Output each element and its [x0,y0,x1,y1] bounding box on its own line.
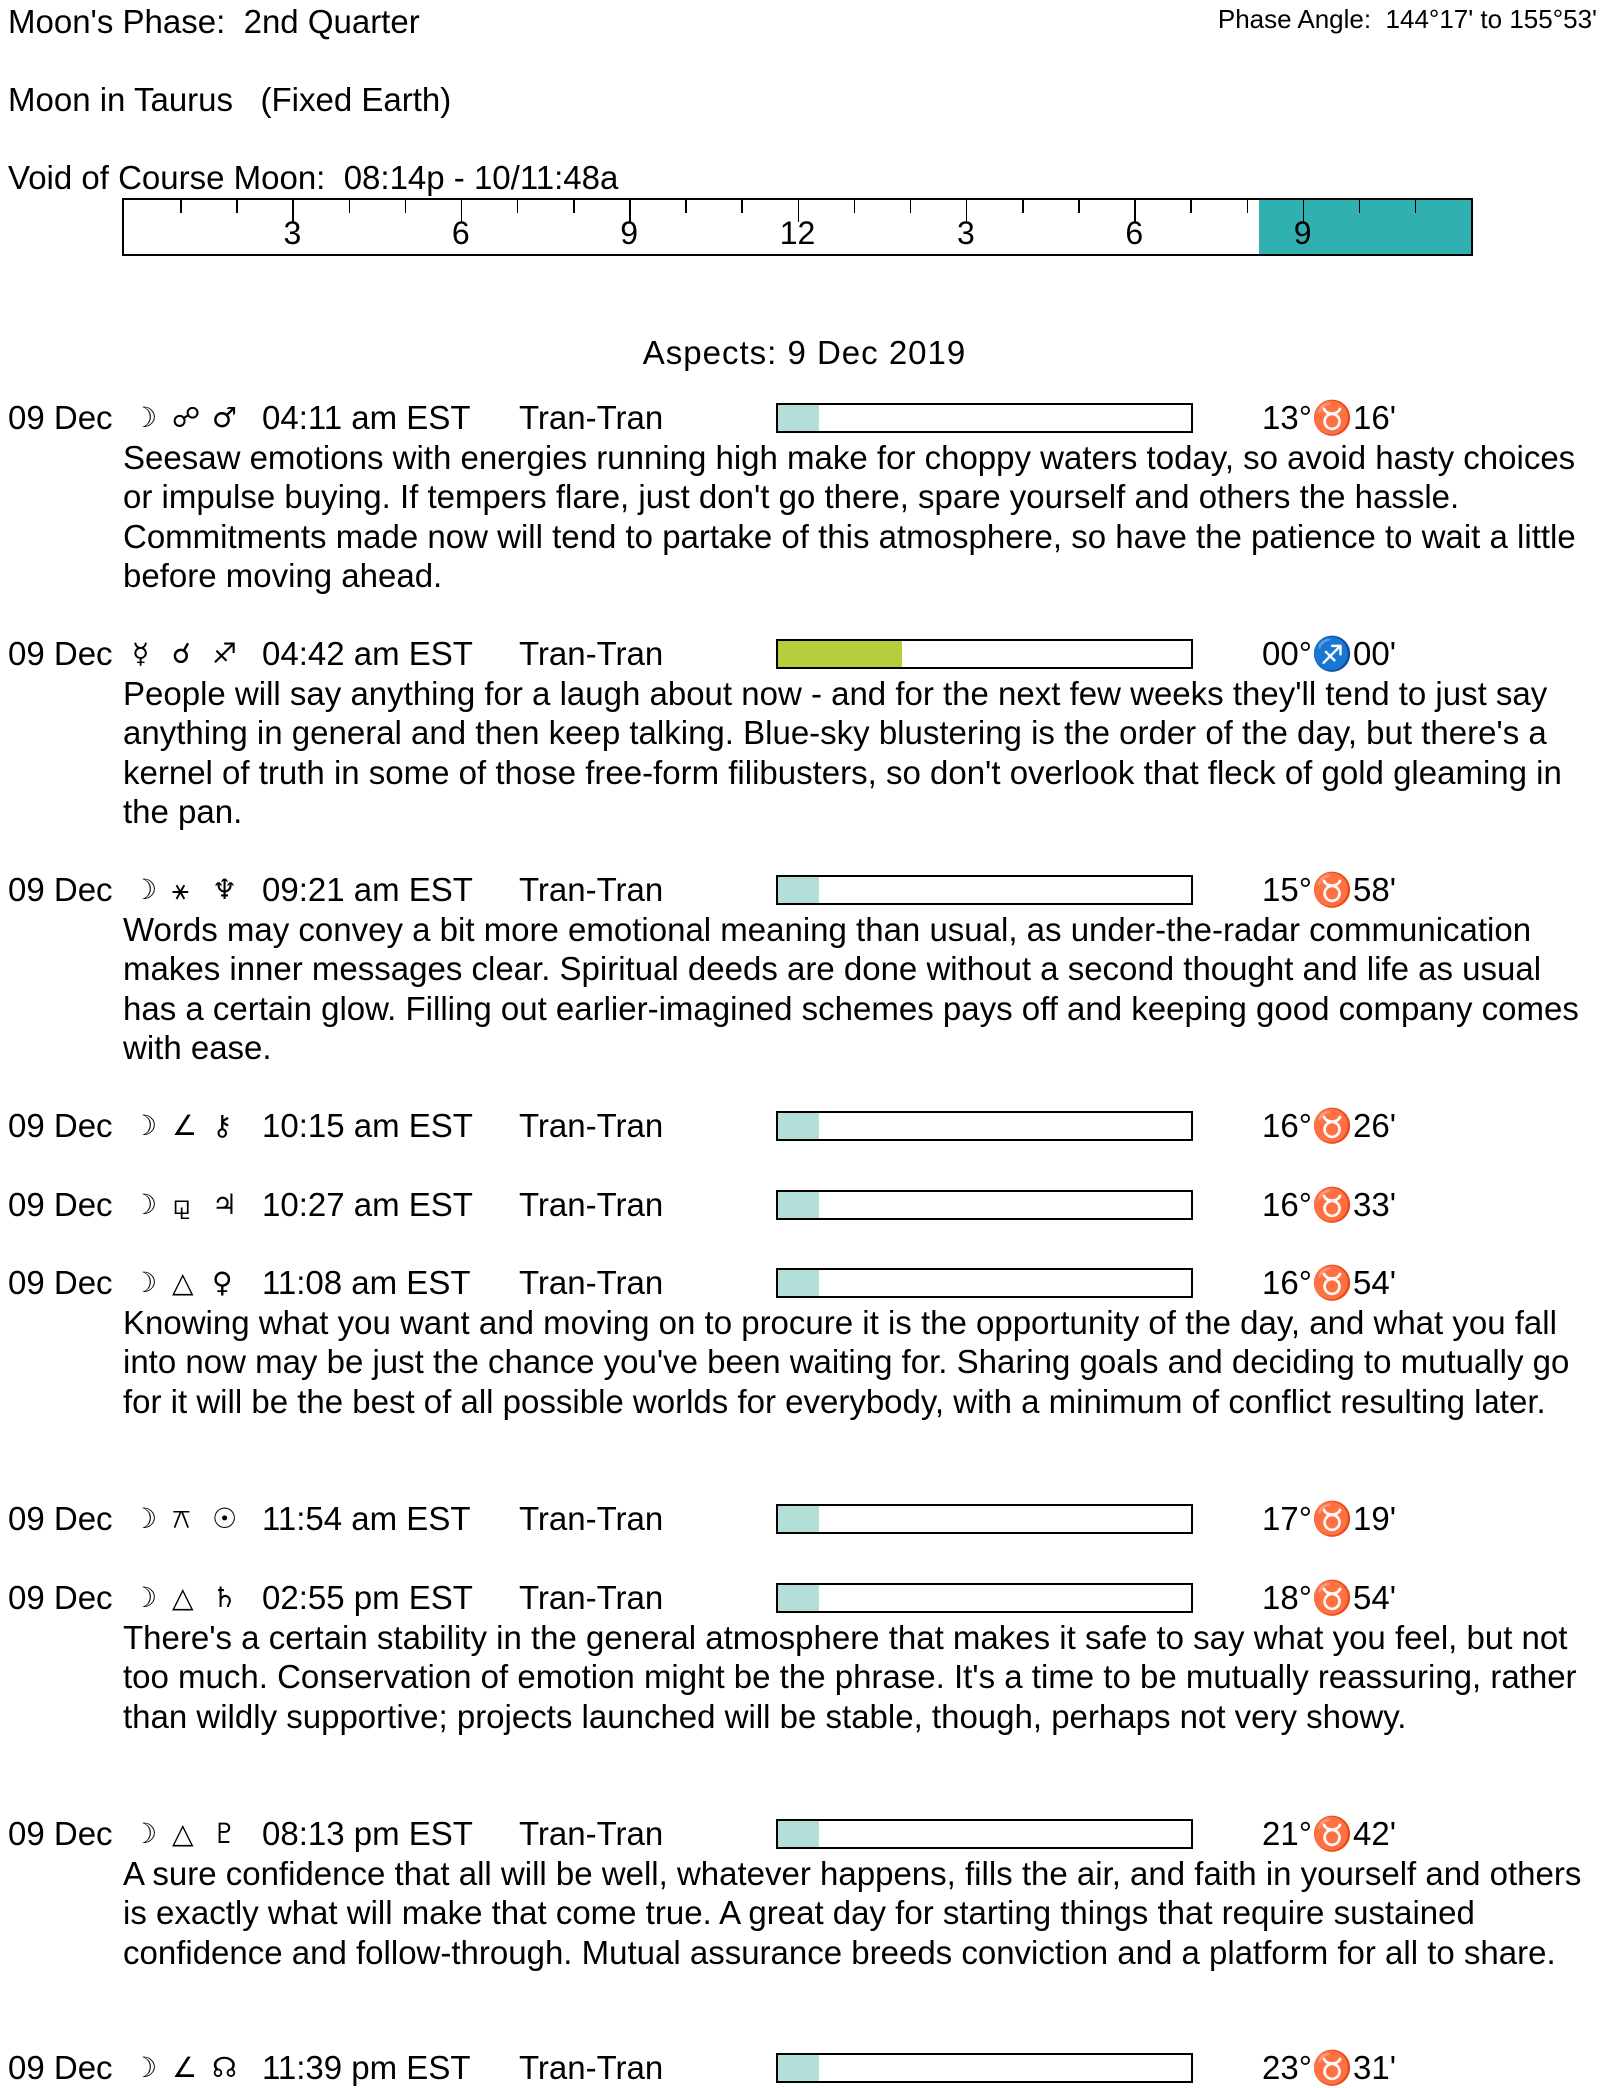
moon-icon: ☽ [132,1502,158,1535]
north-node-icon: ☊ [212,2051,237,2084]
aspect-date: 09 Dec [8,1500,113,1537]
aspect-row [0,1578,1609,1736]
aspect-degree: 21°♉42' [1262,1815,1396,1852]
aspect-strength-bar [776,2053,1193,2083]
aspect-type: Tran-Tran [519,1264,664,1301]
timeline-tick [741,200,743,213]
trine-icon: △ [172,1581,194,1614]
void-of-course-timeline [122,198,1473,256]
chiron-icon: ⚷ [212,1109,233,1142]
trine-icon: △ [172,1266,194,1299]
semi-square-icon: ∠ [172,1109,198,1142]
aspect-date: 09 Dec [8,1107,113,1144]
aspect-row [0,398,1609,595]
aspect-row [0,2048,1609,2088]
aspect-strength-fill [778,1192,819,1218]
phase-angle: Phase Angle: 144°17' to 155°53' [1217,4,1597,34]
moon-icon: ☽ [132,2051,158,2084]
sextile-icon: ⚹ [172,873,189,906]
aspect-row [0,1106,1609,1146]
aspect-strength-bar [776,639,1193,669]
aspect-row [0,1263,1609,1421]
aspect-strength-fill [778,641,902,667]
aspect-time: 11:39 pm EST [262,2049,471,2086]
aspect-description: Words may convey a bit more emotional meaning than usual, as under-the-radar communication makes inner messages clear. Spiritual deeds are done without a second thought and life as usual has a certain glow. Filling out earlier-imagined schemes pays off and keeping good company comes with ease. [123,911,1579,1066]
sagittarius-icon: ♐ [212,637,238,670]
sun-icon: ☉ [212,1502,238,1535]
timeline-label: 9 [1293,215,1312,251]
aspect-time: 09:21 am EST [262,871,473,908]
timeline-tick [180,200,182,213]
aspect-description: People will say anything for a laugh about now - and for the next few weeks they'll tend to just say anything in general and then keep talking. Blue-sky blustering is the order of the day, but there's a kernel of truth in some of those free-form filibusters, so don't overlook that fleck of gold gleaming in the pan. [123,675,1562,830]
aspect-strength-fill [778,1113,819,1139]
aspect-header [0,1106,1609,1146]
aspects-title: Aspects: 9 Dec 2019 [642,334,967,371]
aspect-strength-fill [778,405,819,431]
moon-phase: Moon's Phase: 2nd Quarter [8,3,420,40]
aspect-header [0,1499,1609,1539]
aspect-type: Tran-Tran [519,1107,664,1144]
timeline-tick [236,200,238,213]
aspect-header [0,870,1609,910]
aspect-time: 10:27 am EST [262,1186,473,1223]
aspect-strength-fill [778,1506,819,1532]
timeline-tick [517,200,519,213]
aspect-date: 09 Dec [8,1186,113,1223]
aspect-strength-bar [776,1268,1193,1298]
aspect-type: Tran-Tran [519,871,664,908]
aspect-header [0,2048,1609,2088]
aspect-strength-fill [778,1585,819,1611]
moon-icon: ☽ [132,1817,158,1850]
aspect-time: 10:15 am EST [262,1107,473,1144]
aspect-degree: 23°♉31' [1262,2049,1396,2086]
aspect-row [0,870,1609,1067]
mars-icon: ♂ [212,401,238,434]
aspect-type: Tran-Tran [519,635,664,672]
moon-icon: ☽ [132,873,158,906]
aspect-time: 04:11 am EST [262,399,471,436]
aspect-strength-bar [776,403,1193,433]
trine-icon: △ [172,1817,194,1850]
aspect-row [0,1185,1609,1225]
timeline-tick [1078,200,1080,213]
moon-icon: ☽ [132,1581,158,1614]
timeline-tick [854,200,856,213]
aspect-strength-bar [776,1111,1193,1141]
timeline-label: 6 [1125,215,1144,251]
aspect-row [0,1814,1609,1972]
aspect-time: 02:55 pm EST [262,1579,473,1616]
aspect-strength-fill [778,877,819,903]
aspect-strength-fill [778,2055,819,2081]
aspect-time: 11:54 am EST [262,1500,471,1537]
timeline-label: 9 [620,215,639,251]
aspect-date: 09 Dec [8,2049,113,2086]
aspect-date: 09 Dec [8,399,113,436]
aspect-strength-fill [778,1821,819,1847]
aspect-degree: 00°♐00' [1262,635,1396,672]
aspect-degree: 16°♉33' [1262,1186,1396,1223]
timeline-tick [349,200,351,213]
aspect-type: Tran-Tran [519,1579,664,1616]
void-of-course: Void of Course Moon: 08:14p - 10/11:48a [8,159,619,196]
neptune-icon: ♆ [212,873,238,906]
aspect-degree: 16°♉54' [1262,1264,1396,1301]
aspect-degree: 13°♉16' [1262,399,1396,436]
aspect-date: 09 Dec [8,1264,113,1301]
saturn-icon: ♄ [212,1581,238,1614]
timeline-tick [1247,200,1249,213]
aspect-time: 04:42 am EST [262,635,473,672]
aspect-degree: 16°♉26' [1262,1107,1396,1144]
aspect-type: Tran-Tran [519,1815,664,1852]
aspect-date: 09 Dec [8,635,113,672]
moon-icon: ☽ [132,1109,158,1142]
pluto-icon: ♇ [212,1817,238,1850]
timeline-tick [685,200,687,213]
aspect-strength-bar [776,875,1193,905]
moon-icon: ☽ [132,1188,158,1221]
timeline-tick [405,200,407,213]
semi-square-icon: ∠ [172,2051,198,2084]
moon-icon: ☽ [132,401,158,434]
aspect-strength-bar [776,1190,1193,1220]
moon-sign: Moon in Taurus (Fixed Earth) [8,81,452,118]
aspect-time: 11:08 am EST [262,1264,471,1301]
aspect-date: 09 Dec [8,871,113,908]
aspect-type: Tran-Tran [519,399,664,436]
aspect-description: Knowing what you want and moving on to procure it is the opportunity of the day, and what you fall into now may be just the chance you've been waiting for. Sharing goals and deciding to mutually go for it will be the best of all possible worlds for everybody, with a minimum of conflict resulting later. [123,1304,1570,1420]
aspect-strength-bar [776,1504,1193,1534]
aspect-description: Seesaw emotions with energies running high make for choppy waters today, so avoid hasty choices or impulse buying. If tempers flare, just don't go there, spare yourself and others the hassle. Commitments made now will tend to partake of this atmosphere, so have the patience to wait a little before moving ahead. [123,439,1576,594]
timeline-label: 3 [283,215,302,251]
aspect-date: 09 Dec [8,1815,113,1852]
timeline-tick [1022,200,1024,213]
timeline-tick [1190,200,1192,213]
aspect-row [0,634,1609,831]
aspect-type: Tran-Tran [519,1186,664,1223]
timeline-label: 6 [451,215,470,251]
aspect-type: Tran-Tran [519,2049,664,2086]
aspect-description: There's a certain stability in the general atmosphere that makes it safe to say what you feel, but not too much. Conservation of emotion might be the phrase. It's a time to be mutually reassuring, rather than wildly supportive; projects launched will be stable, though, perhaps not very showy. [123,1619,1577,1735]
opposition-icon: ☍ [172,401,201,434]
timeline-label: 12 [779,215,816,251]
aspect-description: A sure confidence that all will be well, whatever happens, fills the air, and faith in yourself and others is exactly what will make that come true. A great day for starting things that require sustained confidence and follow-through. Mutual assurance breeds conviction and a platform for all to share. [123,1855,1582,1971]
timeline-tick [1415,200,1417,213]
aspect-strength-bar [776,1583,1193,1613]
void-period-fill [1259,200,1471,254]
moon-icon: ☽ [132,1266,158,1299]
aspect-header [0,1185,1609,1225]
aspect-strength-fill [778,1270,819,1296]
aspect-degree: 18°♉54' [1262,1579,1396,1616]
aspect-strength-bar [776,1819,1193,1849]
aspect-degree: 15°♉58' [1262,871,1396,908]
aspect-row [0,1499,1609,1539]
aspect-date: 09 Dec [8,1579,113,1616]
aspect-type: Tran-Tran [519,1500,664,1537]
aspect-header [0,398,1609,438]
sesquiquadrate-icon: ⚼ [172,1188,192,1221]
aspect-header [0,1578,1609,1618]
mercury-icon: ☿ [132,637,150,670]
aspect-header [0,634,1609,674]
quincunx-icon: ⚻ [172,1502,191,1535]
timeline-tick [910,200,912,213]
aspect-degree: 17°♉19' [1262,1500,1396,1537]
venus-icon: ♀ [212,1266,233,1299]
timeline-tick [1359,200,1361,213]
timeline-tick [573,200,575,213]
aspect-time: 08:13 pm EST [262,1815,473,1852]
aspect-header [0,1814,1609,1854]
timeline-label: 3 [956,215,975,251]
aspect-header [0,1263,1609,1303]
conjunction-icon: ☌ [172,637,191,670]
jupiter-icon: ♃ [212,1188,238,1221]
